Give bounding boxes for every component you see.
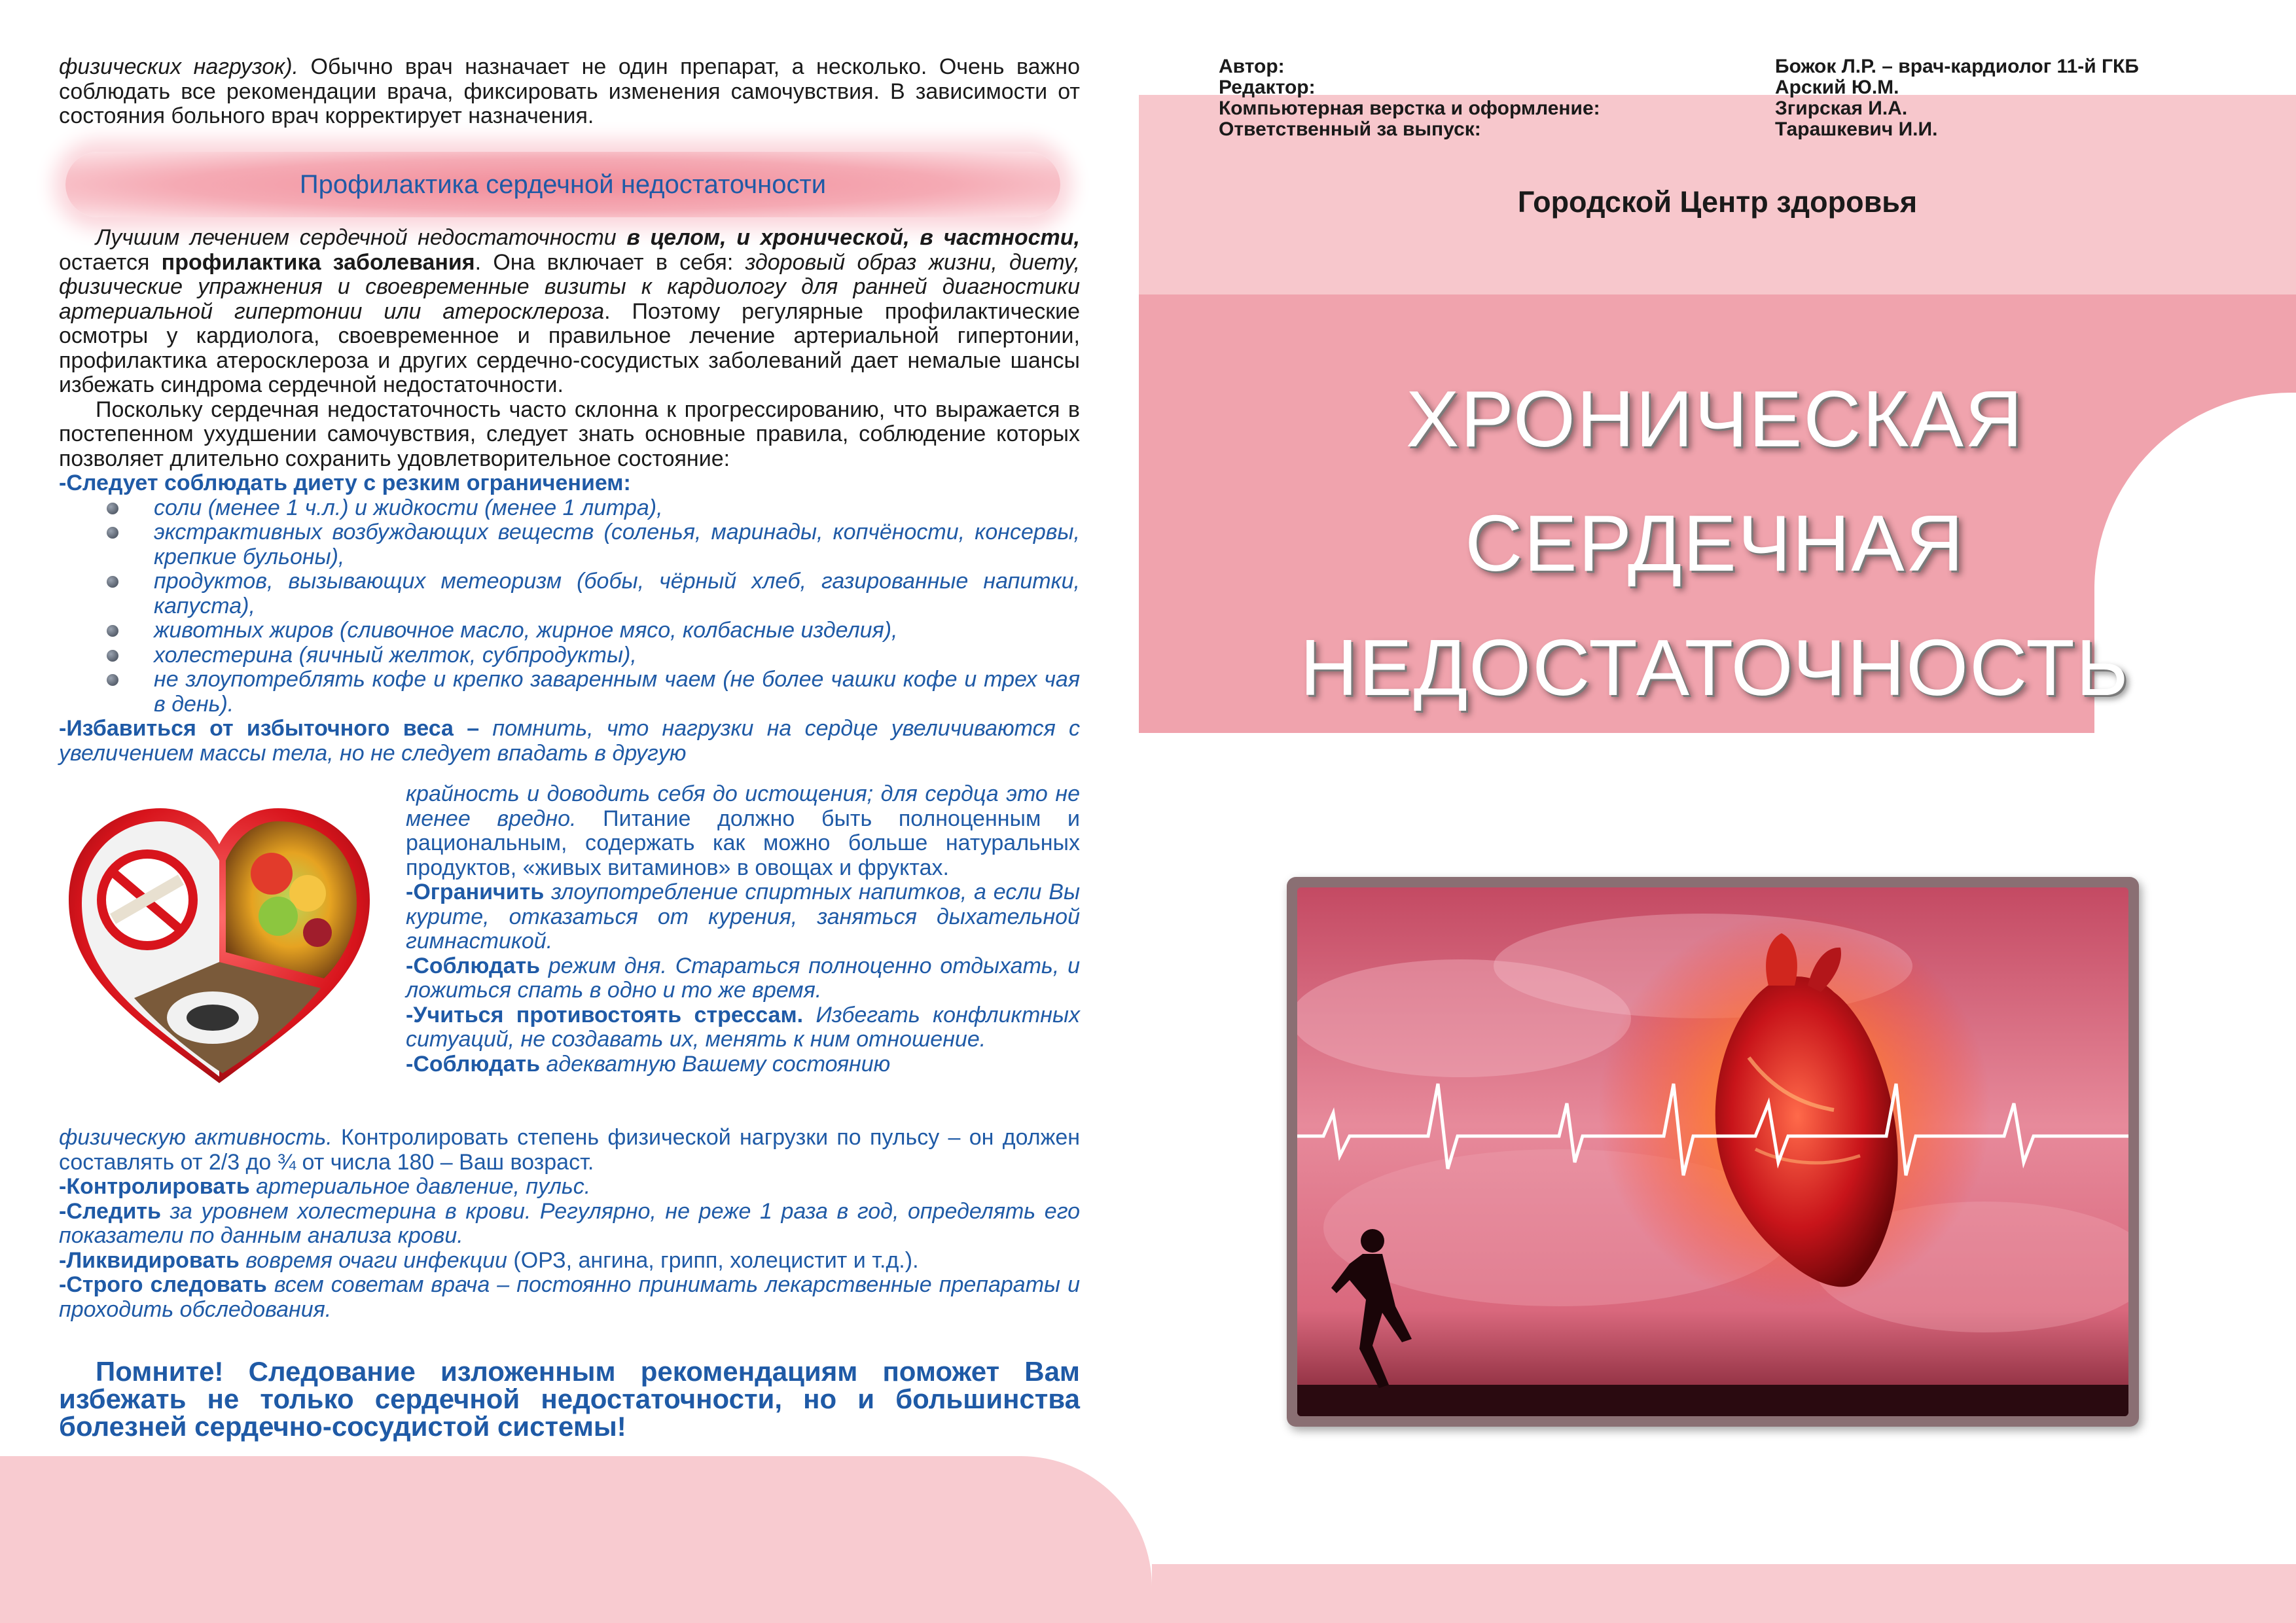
a3-bold: -Следить bbox=[59, 1198, 161, 1224]
credit-key: Автор: bbox=[1219, 56, 1285, 77]
healthy-lifestyle-heart-image bbox=[62, 802, 376, 1090]
weight-paragraph bbox=[59, 717, 1080, 766]
list-item bbox=[154, 668, 1080, 717]
intro-text: Обычно врач назначает не один препарат, а несколько. Очень важно соблюдать все рекомендации врача, фиксировать изменения самочувствия. В зависимости от состояния больного врач корректирует назначения. bbox=[59, 54, 1080, 128]
list-item bbox=[154, 569, 1080, 618]
a4-rest: (ОРЗ, ангина, грипп, холецистит и т.д.). bbox=[507, 1247, 919, 1273]
a1-rest: Контролировать степень физической нагрузки по пульсу – он должен составлять от 2/3 до ¾ от числа 180 – Ваш возраст. bbox=[59, 1125, 1081, 1175]
list-item-text: продуктов, вызывающих метеоризм (бобы, чёрный хлеб, газированные напитки, капуста), bbox=[154, 569, 1080, 618]
diet-heading: -Следует соблюдать диету с резким ограничением: bbox=[59, 471, 631, 495]
bullet-icon bbox=[107, 650, 118, 662]
a5-bold: -Строго следовать bbox=[59, 1272, 267, 1297]
weight-italic: помнить, что нагрузки на сердце увеличиваются с увеличением массы тела, но не следует впадать в другую bbox=[59, 716, 1081, 766]
list-item-text: экстрактивных возбуждающих веществ (соленья, маринады, копчёности, консервы, крепкие бульоны), bbox=[154, 520, 1080, 569]
remember-note: Помните! Следование изложенным рекомендациям поможет Вам избежать не только сердечной недостаточности, но и большинства болезней сердечно-сосудистой системы! bbox=[59, 1356, 1080, 1442]
cover-photo bbox=[1297, 887, 2128, 1416]
paragraph-prevention bbox=[59, 226, 1080, 398]
p1-b: в целом, и хронической, в частности, bbox=[626, 225, 1080, 250]
paragraph-rules: Поскольку сердечная недостаточность часто склонна к прогрессированию, что выражается в постепенном ухудшении самочувствия, следует знать основные правила, соблюдение которых позволяет длительно сохранить удовлетворительное состояние: bbox=[59, 397, 1080, 471]
bullet-icon bbox=[107, 527, 118, 539]
recommendations-wrapped bbox=[406, 782, 1080, 1077]
wrap-p4 bbox=[406, 1003, 1080, 1052]
w3-italic: режим дня. Стараться полноценно отдыхать, и ложиться спать в одно и то же время. bbox=[406, 953, 1080, 1003]
w5-italic: адекватную Вашему состоянию bbox=[540, 1051, 891, 1077]
credit-value: Арский Ю.М. bbox=[1775, 77, 1899, 98]
after-p5 bbox=[59, 1273, 1080, 1322]
w4-bold: -Учиться противостоять стрессам. bbox=[406, 1002, 804, 1027]
a4-bold: -Ликвидировать bbox=[59, 1247, 240, 1273]
a3-italic: за уровнем холестерина в крови. Регулярно, не реже 1 раза в год, определять его показатели по данным анализа крови. bbox=[59, 1198, 1080, 1248]
list-item-text: не злоупотреблять кофе и крепко заваренным чаем (не более чашки кофе и трех чая в день). bbox=[154, 667, 1080, 717]
credit-key: Редактор: bbox=[1219, 77, 1316, 98]
recommendations-continued bbox=[59, 1126, 1080, 1322]
list-item-text: животных жиров (сливочное масло, жирное мясо, колбасные изделия), bbox=[154, 618, 898, 643]
a4-italic: вовремя очаги инфекции bbox=[239, 1247, 507, 1273]
w3-bold: -Соблюдать bbox=[406, 953, 541, 978]
title-line: НЕДОСТАТОЧНОСТЬ bbox=[1300, 623, 2130, 712]
p1-c: остается bbox=[59, 249, 162, 275]
bullet-icon bbox=[107, 625, 118, 637]
credit-key: Компьютерная верстка и оформление: bbox=[1219, 98, 1600, 119]
p1-f: здоровый образ жизни, диету, физические упражнения и своевременные визиты к кардиологу для ранней диагностики артериальной гипертонии или атеросклероза bbox=[59, 249, 1081, 324]
a5-italic: всем советам врача – постоянно принимать лекарственные препараты и проходить обследования. bbox=[59, 1272, 1080, 1322]
heart-icon bbox=[62, 802, 376, 1090]
wrap-p1 bbox=[406, 782, 1080, 880]
bullet-icon bbox=[107, 674, 118, 686]
w5-bold: -Соблюдать bbox=[406, 1051, 541, 1077]
p1-d: профилактика заболевания bbox=[161, 249, 475, 275]
list-item bbox=[154, 643, 1080, 668]
wrap-p2 bbox=[406, 880, 1080, 954]
after-p3 bbox=[59, 1200, 1080, 1249]
credit-value: Божок Л.Р. – врач-кардиолог 11-й ГКБ bbox=[1775, 56, 2139, 77]
title-line: ХРОНИЧЕСКАЯ bbox=[1405, 374, 2024, 463]
credit-value: Згирская И.А. bbox=[1775, 98, 1908, 119]
credit-key: Ответственный за выпуск: bbox=[1219, 118, 1481, 140]
footer-band-left bbox=[0, 1456, 1152, 1623]
section-title: Профилактика сердечной недостаточности bbox=[299, 170, 827, 199]
list-item bbox=[154, 520, 1080, 569]
after-p2 bbox=[59, 1175, 1080, 1200]
footer-band-right bbox=[1152, 1564, 2296, 1623]
a1-italic: физическую активность. bbox=[59, 1125, 332, 1150]
a2-bold: -Контролировать bbox=[59, 1174, 250, 1199]
w1-rest: Питание должно быть полноценным и рациональным, содержать как можно больше натуральных продуктов, «живых витаминов» в овощах и фруктах. bbox=[406, 806, 1080, 880]
organization-name: Городской Центр здоровья bbox=[1517, 185, 1918, 219]
a2-italic: артериальное давление, пульс. bbox=[249, 1174, 591, 1199]
bullet-icon bbox=[107, 576, 118, 588]
w1-italic: крайность и доводить себя до истощения; для сердца это не менее вредно. bbox=[406, 781, 1080, 831]
title-line: СЕРДЕЧНАЯ bbox=[1465, 499, 1965, 588]
after-p4 bbox=[59, 1249, 1080, 1274]
list-item bbox=[154, 618, 1080, 643]
p1-e: . Она включает в себя: bbox=[475, 249, 745, 275]
diet-list bbox=[59, 496, 1080, 717]
p1-g: . Поэтому регулярные профилактические осмотры у кардиолога, своевременное и правильное лечение артериальной гипертонии, профилактика атеросклероза и других сердечно-сосудистых заболеваний дает немалые шансы избежать синдрома сердечной недостаточности. bbox=[59, 298, 1080, 397]
p1-a: Лучшим лечением сердечной недостаточности bbox=[96, 225, 627, 250]
brochure-title bbox=[1217, 357, 2212, 730]
intro-italic: физических нагрузок). bbox=[59, 54, 298, 79]
w2-bold: -Ограничить bbox=[406, 880, 545, 904]
wrap-p5 bbox=[406, 1052, 1080, 1077]
w2-italic: злоупотребление спиртных напитков, а если Вы курите, отказаться от курения, заняться дыхательной гимнастикой. bbox=[406, 880, 1080, 954]
prevention-section bbox=[59, 226, 1080, 766]
intro-paragraph bbox=[59, 55, 1080, 129]
after-p1 bbox=[59, 1126, 1080, 1175]
running-heart-image bbox=[1297, 887, 2128, 1416]
wrap-p3 bbox=[406, 954, 1080, 1003]
list-item bbox=[154, 496, 1080, 521]
w4-italic: Избегать конфликтных ситуаций, не создавать их, менять к ним отношение. bbox=[406, 1002, 1080, 1052]
bullet-icon bbox=[107, 503, 118, 514]
credit-value: Тарашкевич И.И. bbox=[1775, 118, 1938, 140]
list-item-text: холестерина (яичный желток, субпродукты), bbox=[154, 642, 637, 668]
list-item-text: соли (менее 1 ч.л.) и жидкости (менее 1 литра), bbox=[154, 495, 663, 520]
weight-bold: -Избавиться от избыточного веса – bbox=[59, 716, 480, 741]
